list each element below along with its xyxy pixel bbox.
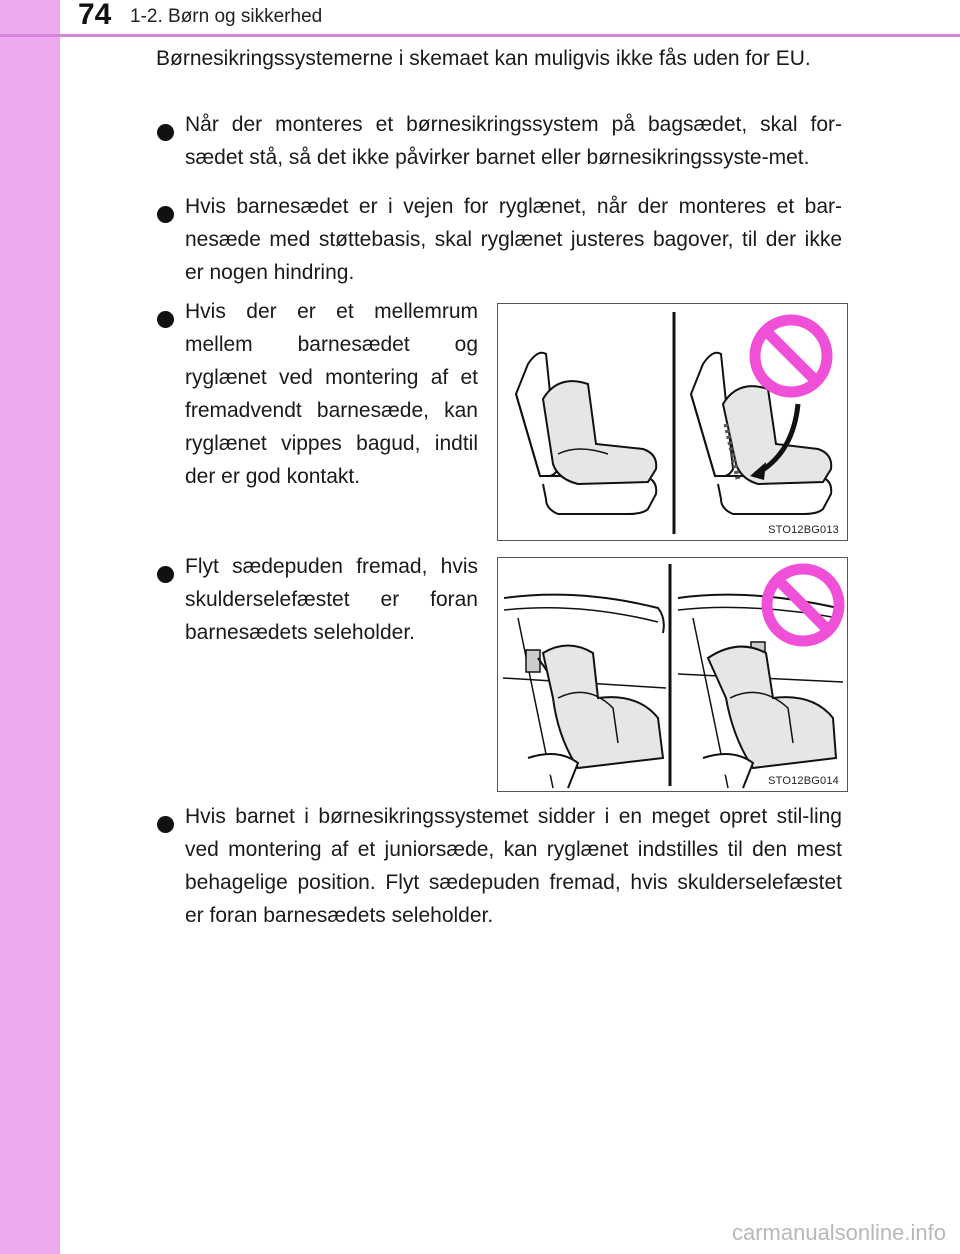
figure-code: STO12BG013 — [768, 524, 839, 536]
section-title: 1-2. Børn og sikkerhed — [130, 6, 323, 27]
header-rule — [0, 34, 960, 37]
bullet-dot — [157, 124, 174, 141]
bullet-text: Flyt sædepuden fremad, hvis skulderselefæstet er foran barnesædets seleholder. — [185, 555, 478, 644]
bullet-text: Hvis barnesædet er i vejen for ryglænet, når der monteres et bar-nesæde med støttebasis, skal ryglænet justeres bagover, til der ikke er nogen hindring. — [185, 195, 842, 284]
intro-paragraph: Børnesikringssystemerne i skemaet kan muligvis ikke fås uden for EU. — [156, 47, 811, 70]
page-number: 74 — [78, 0, 112, 31]
seat-gap-illustration — [498, 304, 847, 540]
shoulder-belt-illustration — [498, 558, 847, 791]
bullet-dot — [157, 566, 174, 583]
figure-seat-gap — [497, 303, 848, 541]
bullet-text: Hvis barnet i børnesikringssystemet sidder i en meget opret stil-ling ved montering af et juniorsæde, kan ryglænet indstilles til den mest behagelige position. Flyt sædepuden fremad, hvis skulderselefæstet er foran barnesædets seleholder. — [185, 805, 842, 927]
figure-shoulder-belt — [497, 557, 848, 792]
prohibited-icon — [755, 320, 827, 392]
watermark: carmanualsonline.info — [731, 1220, 946, 1245]
bullet-dot — [157, 206, 174, 223]
bullet-text: Når der monteres et børnesikringssystem på bagsædet, skal for-sædet stå, så det ikke påvirker barnet eller børnesikringssyste-met. — [185, 113, 842, 169]
bullet-dot — [157, 816, 174, 833]
chapter-sidebar — [0, 0, 60, 1254]
bullet-text: Hvis der er et mellemrum mellem barnesædet og ryglænet ved montering af et fremadvendt barnesæde, kan ryglænet vippes bagud, indtil der er god kontakt. — [185, 300, 478, 488]
figure-code: STO12BG014 — [768, 775, 839, 787]
bullet-dot — [157, 311, 174, 328]
